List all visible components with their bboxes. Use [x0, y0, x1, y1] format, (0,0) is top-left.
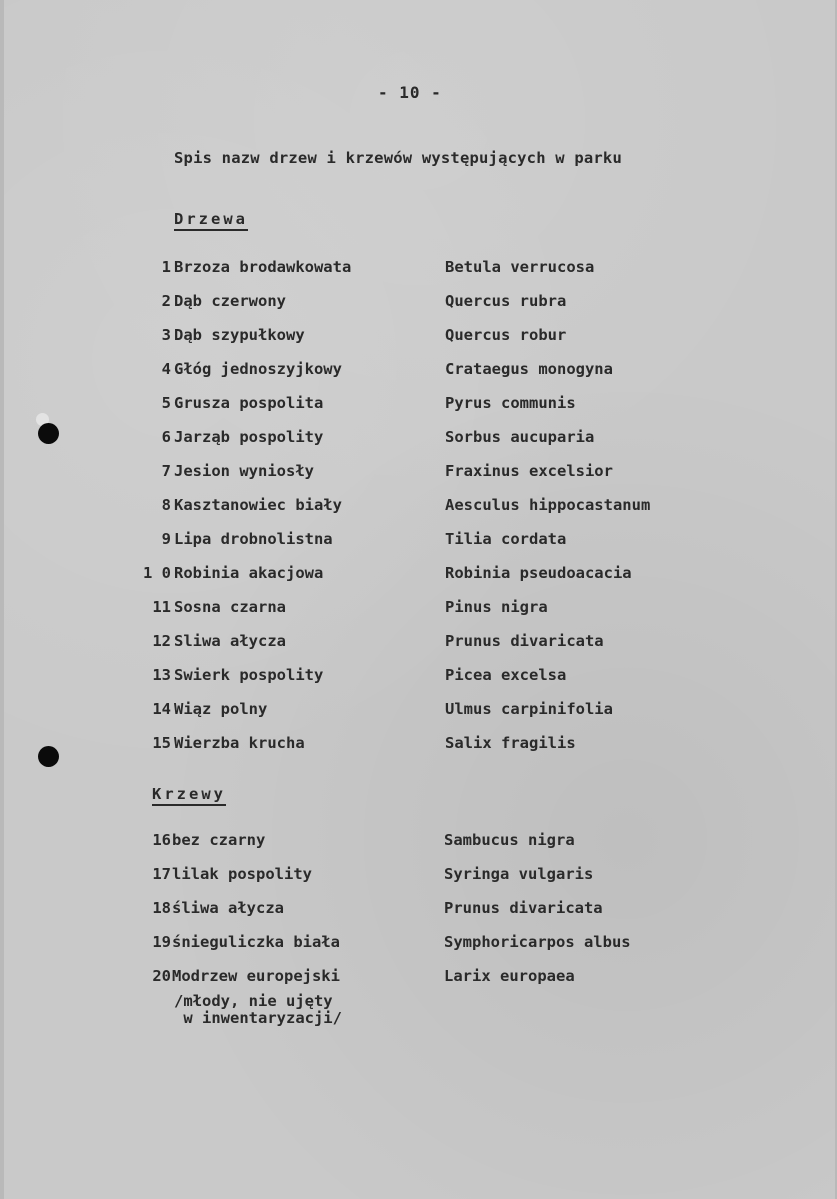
polish-name: śliwa ałycza [172, 899, 284, 917]
item-number: 3 [161, 326, 171, 344]
latin-name: Betula verrucosa [445, 258, 595, 276]
latin-name: Larix europaea [444, 967, 575, 985]
item-number: 7 [161, 462, 171, 480]
polish-name: Swierk pospolity [174, 666, 324, 684]
list-item [4, 528, 835, 550]
latin-name: Crataegus monogyna [445, 360, 613, 378]
polish-name: Głóg jednoszyjkowy [174, 360, 342, 378]
latin-name: Robinia pseudoacacia [445, 564, 632, 582]
list-item [4, 897, 835, 919]
polish-name: Kasztanowiec biały [174, 496, 342, 514]
item-number: 20 [152, 967, 171, 985]
item-number: 1 0 [143, 564, 171, 582]
list-item [4, 426, 835, 448]
list-item [4, 562, 835, 584]
item-number: 5 [161, 394, 171, 412]
latin-name: Tilia cordata [445, 530, 567, 548]
latin-name: Sambucus nigra [444, 831, 575, 849]
document-page [4, 0, 835, 1199]
footnote [174, 993, 342, 1027]
polish-name: Jesion wyniosły [174, 462, 314, 480]
list-item [4, 965, 835, 987]
polish-name: lilak pospolity [172, 865, 312, 883]
latin-name: Pinus nigra [445, 598, 548, 616]
polish-name: Sosna czarna [174, 598, 286, 616]
item-number: 6 [161, 428, 171, 446]
section-heading-shrubs: Krzewy [152, 785, 226, 806]
polish-name: Sliwa ałycza [174, 632, 286, 650]
list-item [4, 494, 835, 516]
latin-name: Syringa vulgaris [444, 865, 594, 883]
list-item [4, 358, 835, 380]
item-number: 19 [152, 933, 171, 951]
polish-name: Wiąz polny [174, 700, 268, 718]
list-item [4, 931, 835, 953]
item-number: 18 [152, 899, 171, 917]
item-number: 17 [152, 865, 171, 883]
list-item [4, 256, 835, 278]
list-item [4, 324, 835, 346]
item-number: 13 [152, 666, 171, 684]
polish-name: Modrzew europejski [172, 967, 340, 985]
item-number: 2 [161, 292, 171, 310]
latin-name: Quercus rubra [445, 292, 567, 310]
latin-name: Symphoricarpos albus [444, 933, 631, 951]
footnote-line: w inwentaryzacji/ [174, 1009, 342, 1027]
list-item [4, 732, 835, 754]
polish-name: śnieguliczka biała [172, 933, 340, 951]
list-item [4, 829, 835, 851]
item-number: 11 [152, 598, 171, 616]
polish-name: Wierzba krucha [174, 734, 305, 752]
latin-name: Prunus divaricata [445, 632, 604, 650]
polish-name: Dąb szypułkowy [174, 326, 305, 344]
item-number: 12 [152, 632, 171, 650]
polish-name: bez czarny [172, 831, 266, 849]
list-item [4, 664, 835, 686]
polish-name: Lipa drobnolistna [174, 530, 333, 548]
latin-name: Ulmus carpinifolia [445, 700, 613, 718]
list-item [4, 630, 835, 652]
latin-name: Salix fragilis [445, 734, 576, 752]
latin-name: Quercus robur [445, 326, 567, 344]
item-number: 16 [152, 831, 171, 849]
list-item [4, 392, 835, 414]
latin-name: Prunus divaricata [444, 899, 603, 917]
list-item [4, 863, 835, 885]
polish-name: Robinia akacjowa [174, 564, 324, 582]
item-number: 4 [161, 360, 171, 378]
item-number: 15 [152, 734, 171, 752]
item-number: 14 [152, 700, 171, 718]
footnote-line: /młody, nie ujęty [174, 992, 333, 1010]
list-item [4, 596, 835, 618]
item-number: 8 [161, 496, 171, 514]
polish-name: Grusza pospolita [174, 394, 324, 412]
list-item [4, 290, 835, 312]
latin-name: Aesculus hippocastanum [445, 496, 651, 514]
list-item [4, 460, 835, 482]
page-number: - 10 - [378, 83, 442, 102]
latin-name: Pyrus communis [445, 394, 576, 412]
item-number: 1 [161, 258, 171, 276]
latin-name: Fraxinus excelsior [445, 462, 613, 480]
latin-name: Sorbus aucuparia [445, 428, 595, 446]
polish-name: Brzoza brodawkowata [174, 258, 352, 276]
polish-name: Dąb czerwony [174, 292, 286, 310]
document-title: Spis nazw drzew i krzewów występujących w parku [174, 149, 622, 167]
latin-name: Picea excelsa [445, 666, 567, 684]
polish-name: Jarząb pospolity [174, 428, 324, 446]
item-number: 9 [161, 530, 171, 548]
list-item [4, 698, 835, 720]
section-heading-trees: Drzewa [174, 210, 248, 231]
